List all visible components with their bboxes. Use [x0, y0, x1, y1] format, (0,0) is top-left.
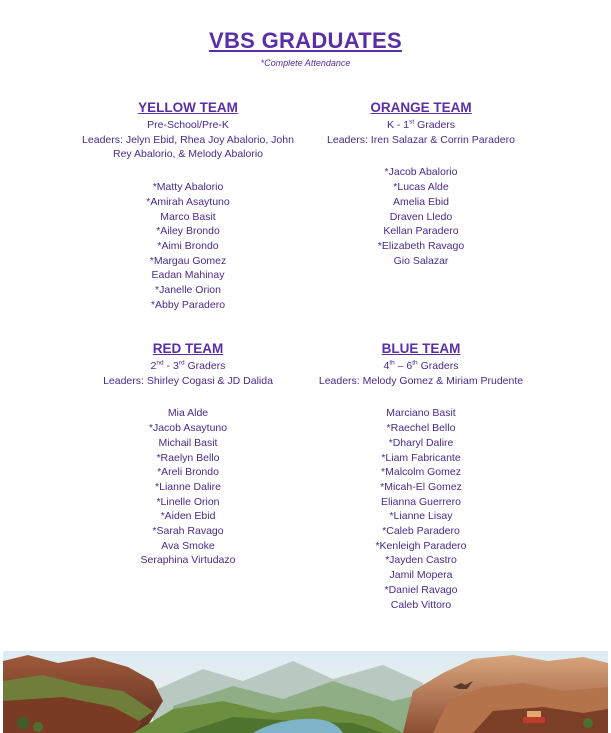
team-grade: 2nd - 3rd Graders [150, 359, 226, 372]
member-name: *Linelle Orion [156, 495, 220, 508]
team-blue [306, 340, 536, 612]
team-grade: Pre-School/Pre-K [147, 119, 229, 131]
member-list [306, 406, 536, 612]
landscape-illustration [3, 651, 608, 733]
member-name: *Jacob Abalorio [384, 166, 458, 179]
member-name: *Micah-El Gomez [380, 480, 462, 493]
team-leaders: Leaders: Melody Gomez & Miriam Prudente [318, 374, 524, 387]
member-name: *Sarah Ravago [152, 525, 224, 538]
member-name: *Liam Fabricante [381, 451, 461, 464]
member-name: Marciano Basit [386, 407, 456, 420]
member-name: Jamil Mopera [389, 569, 453, 582]
team-name: ORANGE TEAM [370, 100, 472, 115]
member-name: *Lianne Dalire [155, 480, 221, 493]
member-name: *Daniel Ravago [384, 583, 458, 596]
team-name: BLUE TEAM [381, 341, 461, 356]
member-name: *Lianne Lisay [389, 510, 453, 523]
team-red [73, 340, 303, 568]
team-leaders: Leaders: Iren Salazar & Corrin Paradero [327, 133, 515, 146]
member-name: *Amirah Asaytuno [146, 195, 230, 208]
member-name: Eadan Mahinay [151, 269, 225, 282]
team-name: YELLOW TEAM [138, 100, 238, 115]
member-name: Caleb Vittoro [390, 598, 452, 611]
page-subtitle: *Complete Attendance [260, 58, 351, 68]
team-leaders: Leaders: Shirley Cogasi & JD Dalida [103, 374, 273, 387]
member-name: Elianna Guerrero [381, 495, 461, 508]
team-orange [306, 99, 536, 268]
member-name: *Janelle Orion [155, 284, 221, 297]
member-name: *Raechel Bello [386, 422, 456, 435]
team-grade: 4th – 6th Graders [383, 359, 459, 372]
team-name: RED TEAM [152, 341, 224, 356]
member-name: *Jacob Asaytuno [148, 422, 228, 435]
member-name: *Kenleigh Paradero [375, 539, 467, 552]
member-name: *Dharyl Dalire [388, 436, 454, 449]
page-title: VBS GRADUATES [209, 28, 402, 53]
member-name: *Abby Paradero [150, 298, 226, 311]
member-name: *Aimi Brondo [157, 239, 219, 252]
member-list [306, 165, 536, 268]
member-name: Ava Smoke [161, 539, 215, 552]
member-name: Seraphina Virtudazo [140, 554, 236, 567]
team-yellow [73, 99, 303, 312]
member-name: Amelia Ebid [392, 195, 450, 208]
team-grade: K - 1st Graders [386, 118, 456, 131]
member-name: *Malcolm Gomez [381, 466, 461, 479]
member-name: *Matty Abalorio [152, 181, 224, 194]
member-name: *Margau Gomez [149, 254, 227, 267]
member-name: *Lucas Alde [393, 181, 449, 194]
member-name: *Caleb Paradero [382, 525, 460, 538]
footer-landscape-image [3, 651, 608, 733]
member-name: Mia Alde [167, 407, 209, 420]
member-name: *Ailey Brondo [156, 225, 220, 238]
member-name: *Aiden Ebid [160, 510, 216, 523]
member-name: Marco Basit [160, 210, 216, 223]
member-name: *Jayden Castro [385, 554, 457, 567]
member-list [73, 180, 303, 312]
member-name: Gio Salazar [393, 254, 449, 267]
member-name: *Elizabeth Ravago [377, 239, 465, 252]
member-name: Michail Basit [158, 436, 218, 449]
team-leaders: Leaders: Jelyn Ebid, Rhea Joy Abalorio, John Rey Abalorio, & Melody Abalorio [82, 133, 294, 161]
member-name: Draven Lledo [389, 210, 453, 223]
member-name: Kellan Paradero [383, 225, 459, 238]
member-name: *Raelyn Bello [156, 451, 220, 464]
member-list [73, 406, 303, 568]
member-name: *Areli Brondo [157, 466, 219, 479]
